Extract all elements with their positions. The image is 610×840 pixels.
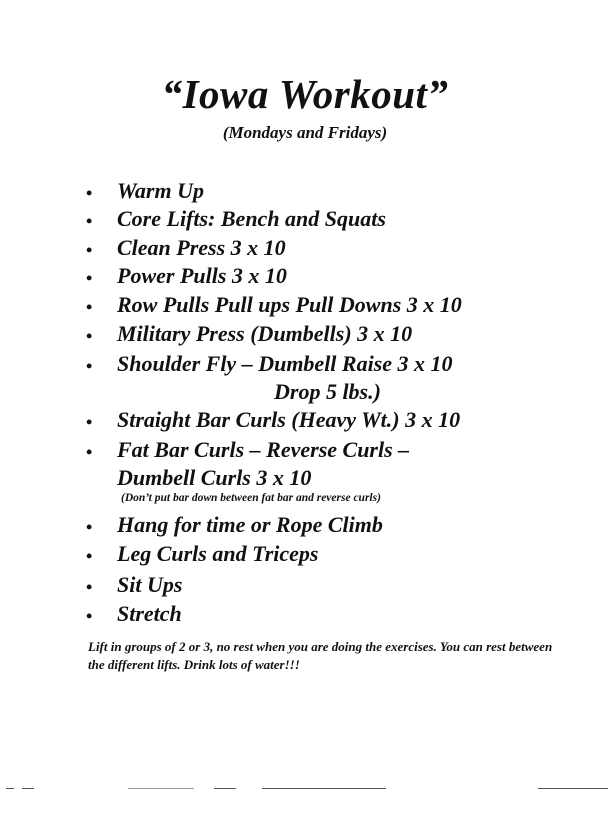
- bullet-icon: •: [86, 577, 93, 597]
- bullet-icon: •: [86, 412, 93, 432]
- list-item: Shoulder Fly – Dumbell Raise 3 x 10: [117, 351, 453, 376]
- scan-mark: [262, 788, 386, 789]
- list-item: Row Pulls Pull ups Pull Downs 3 x 10: [117, 292, 462, 317]
- list-item: Military Press (Dumbells) 3 x 10: [117, 321, 413, 346]
- list-item: Fat Bar Curls – Reverse Curls –: [117, 437, 410, 462]
- bullet-icon: •: [86, 517, 93, 537]
- scan-mark: [6, 788, 14, 789]
- bullet-icon: •: [86, 356, 93, 376]
- list-item-note: (Don’t put bar down between fat bar and reverse curls): [121, 492, 381, 504]
- list-item: Hang for time or Rope Climb: [117, 512, 383, 537]
- list-item: Stretch: [117, 601, 182, 626]
- scan-mark: [538, 788, 608, 789]
- bullet-icon: •: [86, 183, 93, 203]
- bullet-icon: •: [86, 240, 93, 260]
- list-item: Sit Ups: [117, 572, 183, 597]
- bullet-icon: •: [86, 297, 93, 317]
- bullet-icon: •: [86, 211, 93, 231]
- page-title: “Iowa Workout”: [161, 71, 449, 117]
- bullet-icon: •: [86, 546, 93, 566]
- bullet-icon: •: [86, 606, 93, 626]
- scan-mark: [128, 788, 194, 789]
- list-item: Clean Press 3 x 10: [117, 235, 286, 260]
- list-item: Leg Curls and Triceps: [117, 541, 319, 566]
- list-item: Straight Bar Curls (Heavy Wt.) 3 x 10: [117, 407, 461, 432]
- list-item-continuation: Dumbell Curls 3 x 10: [117, 465, 312, 490]
- bullet-icon: •: [86, 442, 93, 462]
- page-subtitle: (Mondays and Fridays): [222, 123, 388, 142]
- list-item-continuation: Drop 5 lbs.): [274, 379, 381, 404]
- list-item: Core Lifts: Bench and Squats: [117, 206, 386, 231]
- list-item: Power Pulls 3 x 10: [117, 263, 287, 288]
- list-item: Warm Up: [117, 178, 204, 203]
- scan-mark: [22, 788, 34, 789]
- bullet-icon: •: [86, 326, 93, 346]
- footer-note: Lift in groups of 2 or 3, no rest when you are doing the exercises. You can rest between the different lifts. Drink lots of water!!!: [88, 639, 553, 672]
- bullet-icon: •: [86, 268, 93, 288]
- scan-mark: [214, 788, 236, 789]
